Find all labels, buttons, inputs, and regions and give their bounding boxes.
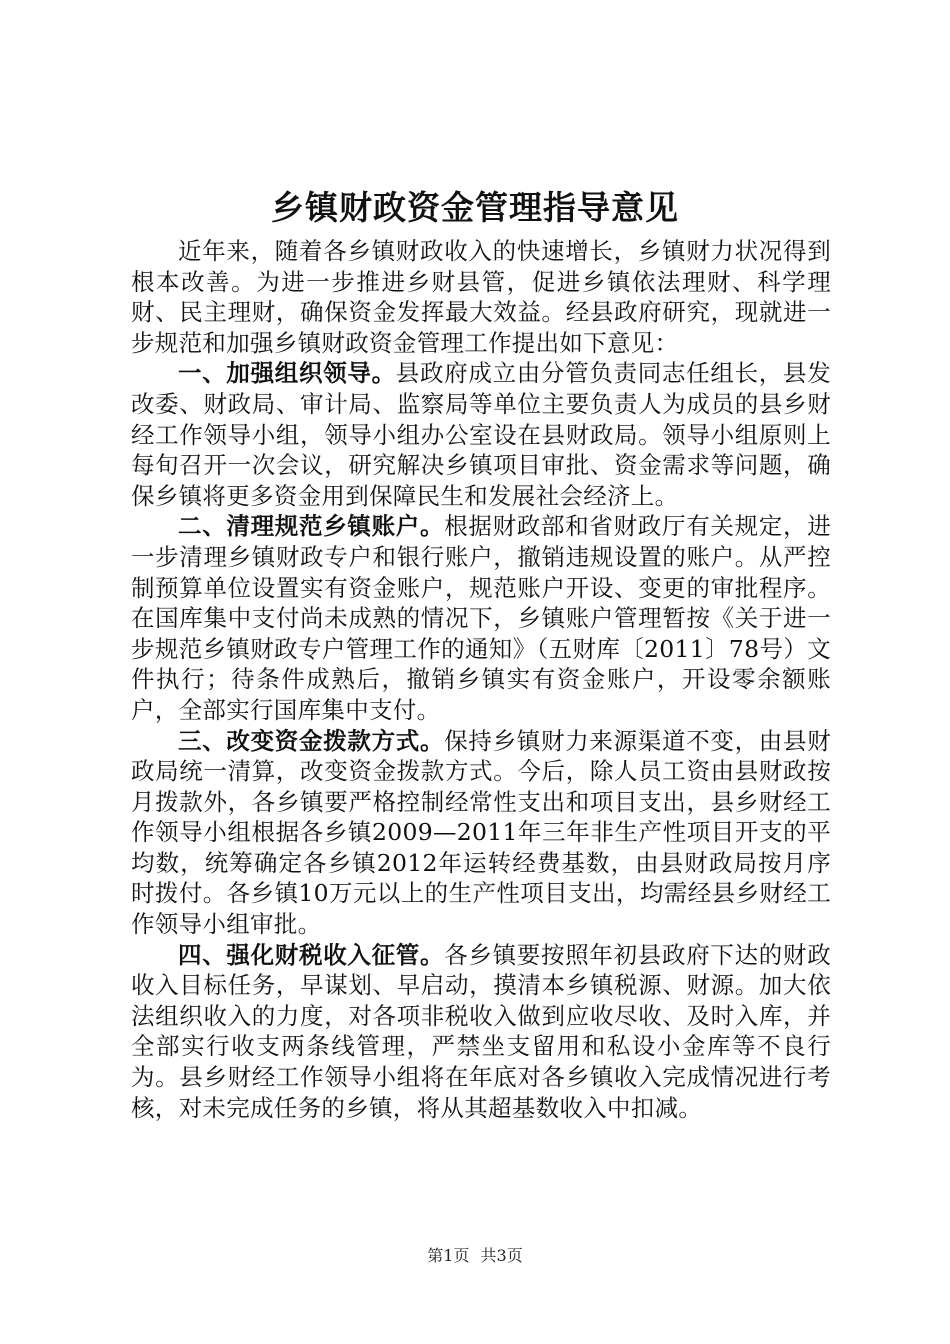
page-footer: [0, 1245, 950, 1267]
paragraph-text: 各乡镇要按照年初县政府下达的财政收入目标任务，早谋划、早启动，摸清本乡镇税源、财源。加大依法组织收入的力度，对各项非税收入做到应收尽收、及时入库，并全部实行收支两条线管理，严禁坐支留用和私设小金库等不良行为。县乡财经工作领导小组将在年底对各乡镇收入完成情况进行考核，对未完成任务的乡镇，将从其超基数收入中扣减。: [131, 940, 831, 1122]
intro-paragraph: [131, 236, 831, 358]
paragraph-text: 近年来，随着各乡镇财政收入的快速增长，乡镇财力状况得到根本改善。为进一步推进乡财县管，促进乡镇依法理财、科学理财、民主理财，确保资金发挥最大效益。经县政府研究，现就进一步规范和加强乡镇财政资金管理工作提出如下意见：: [131, 237, 831, 357]
page-number: 第1页: [427, 1246, 470, 1265]
paragraph-heading: 四、强化财税收入征管。: [178, 940, 445, 969]
paragraph-heading: 二、清理规范乡镇账户。: [178, 512, 445, 541]
document-body: [131, 236, 831, 1123]
paragraph-text: 县政府成立由分管负责同志任组长，县发改委、财政局、审计局、监察局等单位主要负责人为成员的县乡财经工作领导小组，领导小组办公室设在县财政局。领导小组原则上每旬召开一次会议，研究解决乡镇项目审批、资金需求等问题，确保乡镇将更多资金用到保障民生和发展社会经济上。: [131, 359, 831, 510]
section-paragraph-4: [131, 940, 831, 1124]
section-paragraph-2: [131, 511, 831, 725]
paragraph-text: 根据财政部和省财政厅有关规定，进一步清理乡镇财政专户和银行账户，撤销违规设置的账户。从严控制预算单位设置实有资金账户，规范账户开设、变更的审批程序。在国库集中支付尚未成熟的情况下，乡镇账户管理暂按《关于进一步规范乡镇财政专户管理工作的通知》（五财库〔2011〕78号）文件执行；待条件成熟后，撤销乡镇实有资金账户，开设零余额账户，全部实行国库集中支付。: [131, 512, 831, 724]
section-paragraph-1: [131, 358, 831, 511]
paragraph-heading: 一、加强组织领导。: [178, 359, 396, 388]
document-title: 乡镇财政资金管理指导意见: [271, 188, 679, 227]
paragraph-text: 保持乡镇财力来源渠道不变，由县财政局统一清算，改变资金拨款方式。今后，除人员工资由县财政按月拨款外，各乡镇要严格控制经常性支出和项目支出，县乡财经工作领导小组根据各乡镇2009—2011年三年非生产性项目开支的平均数，统筹确定各乡镇2012年运转经费基数，由县财政局按月序时拨付。各乡镇10万元以上的生产性项目支出，均需经县乡财经工作领导小组审批。: [131, 726, 831, 939]
section-paragraph-3: [131, 726, 831, 940]
page-total: 共3页: [480, 1246, 523, 1265]
paragraph-heading: 三、改变资金拨款方式。: [178, 726, 445, 755]
